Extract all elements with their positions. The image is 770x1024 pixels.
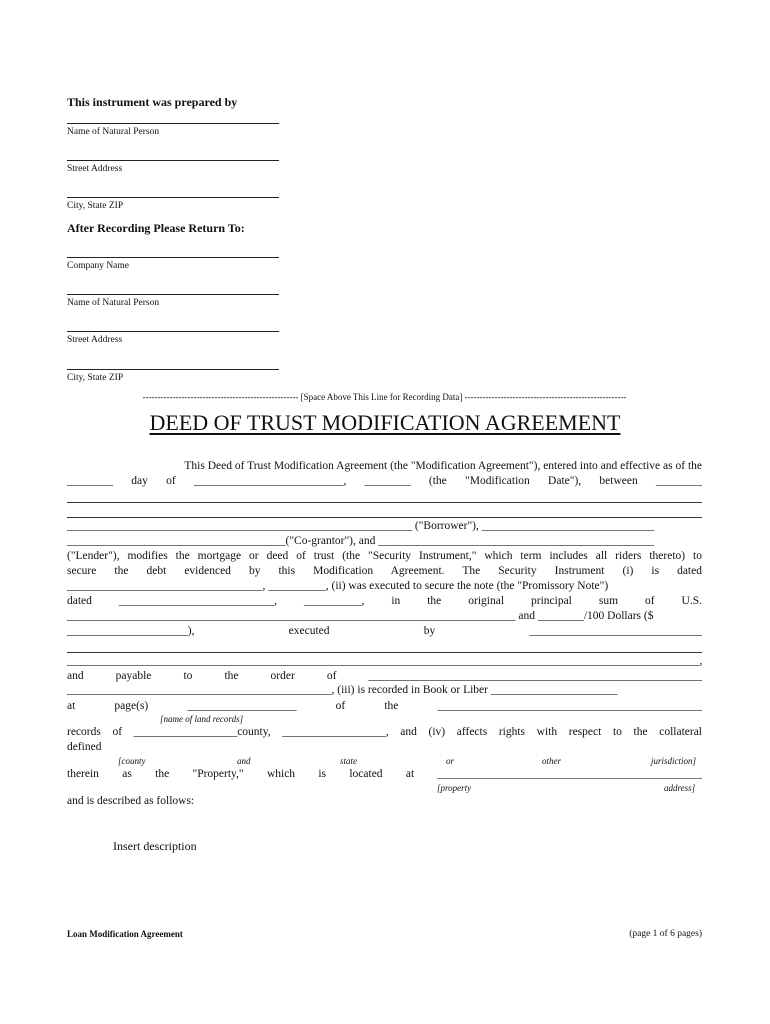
body-line-11: ______________________________________________________________________________ and ________/100 Dollars ($: [67, 610, 654, 622]
prepared-by-heading: This instrument was prepared by: [67, 95, 238, 109]
prepared-name-line[interactable]: [67, 123, 279, 124]
jurisdiction-note-5: other: [542, 756, 561, 766]
body-line-7: ("Lender"), modifies the mortgage or deed of trust (the "Security Instrument," which term includes all riders thereto) to: [67, 550, 702, 562]
body-line-1: This Deed of Trust Modification Agreement (the "Modification Agreement"), entered into and effective as of the: [184, 460, 702, 472]
body-line-19: defined: [67, 741, 102, 753]
return-city-label: City, State ZIP: [67, 373, 124, 383]
return-city-line[interactable]: [67, 369, 279, 370]
return-company-label: Company Name: [67, 261, 130, 271]
document-title: DEED OF TRUST MODIFICATION AGREEMENT: [149, 410, 621, 435]
jurisdiction-note-2: and: [237, 756, 251, 766]
return-street-line[interactable]: [67, 331, 279, 332]
recording-separator: ---------------------------------------------------- [Space Above This Line for Recording Data] ------------------------------------------------------: [142, 392, 627, 402]
footer-page-number: (page 1 of 6 pages): [629, 929, 702, 939]
body-line-17: at page(s) ___________________ of the ______________________________________________: [67, 700, 702, 712]
body-line-14: ______________________________________________________________________________________________________________,: [67, 655, 702, 667]
prepared-city-line[interactable]: [67, 197, 279, 198]
body-line-2: ________ day of __________________________, ________ (the "Modification Date"), between ________: [67, 475, 702, 487]
jurisdiction-note-1: [county: [118, 756, 146, 766]
return-street-label: Street Address: [67, 335, 123, 345]
prepared-street-label: Street Address: [67, 164, 123, 174]
body-line-9: __________________________________, __________, (ii) was executed to secure the note (the "Promissory Note"): [67, 580, 609, 592]
return-company-line[interactable]: [67, 257, 279, 258]
body-line-21: and is described as follows:: [67, 795, 195, 807]
jurisdiction-note-6: jurisdiction]: [651, 756, 697, 766]
land-records-note: [name of land records]: [160, 714, 244, 724]
body-line-8: secure the debt evidenced by this Modification Agreement. The Security Instrument (i) is dated: [67, 565, 702, 577]
body-line-10: dated ___________________________, __________, in the original principal sum of U.S.: [67, 595, 702, 607]
property-note-2: address]: [664, 783, 696, 793]
jurisdiction-note-4: or: [446, 756, 455, 766]
body-line-12: _____________________), executed by ______________________________: [67, 625, 702, 637]
body-line-5: ____________________________________________________________ ("Borrower"), ______________________________: [67, 520, 655, 532]
jurisdiction-note-3: state: [340, 756, 357, 766]
body-line-15: and payable to the order of __________________________________________________________: [67, 670, 702, 682]
body-line-18: records of __________________county, __________________, and (iv) affects rights with respect to the collateral: [67, 726, 702, 738]
return-name-line[interactable]: [67, 294, 279, 295]
prepared-street-line[interactable]: [67, 160, 279, 161]
return-to-heading: After Recording Please Return To:: [67, 221, 245, 235]
body-line-16: ______________________________________________, (iii) is recorded in Book or Liber ______________________: [67, 684, 618, 696]
footer-left: Loan Modification Agreement: [67, 929, 183, 939]
body-line-6: ______________________________________("Co-grantor"), and ________________________________________________: [67, 535, 655, 547]
body-line-20: therein as the "Property," which is located at ______________________________________________: [67, 768, 702, 780]
return-name-label: Name of Natural Person: [67, 298, 160, 308]
blank-line-4[interactable]: [67, 517, 702, 518]
blank-line-13[interactable]: [67, 652, 702, 653]
property-note-1: [property: [437, 783, 472, 793]
blank-line-3[interactable]: [67, 502, 702, 503]
insert-description[interactable]: Insert description: [113, 839, 197, 853]
prepared-name-label: Name of Natural Person: [67, 127, 160, 137]
prepared-city-label: City, State ZIP: [67, 201, 124, 211]
